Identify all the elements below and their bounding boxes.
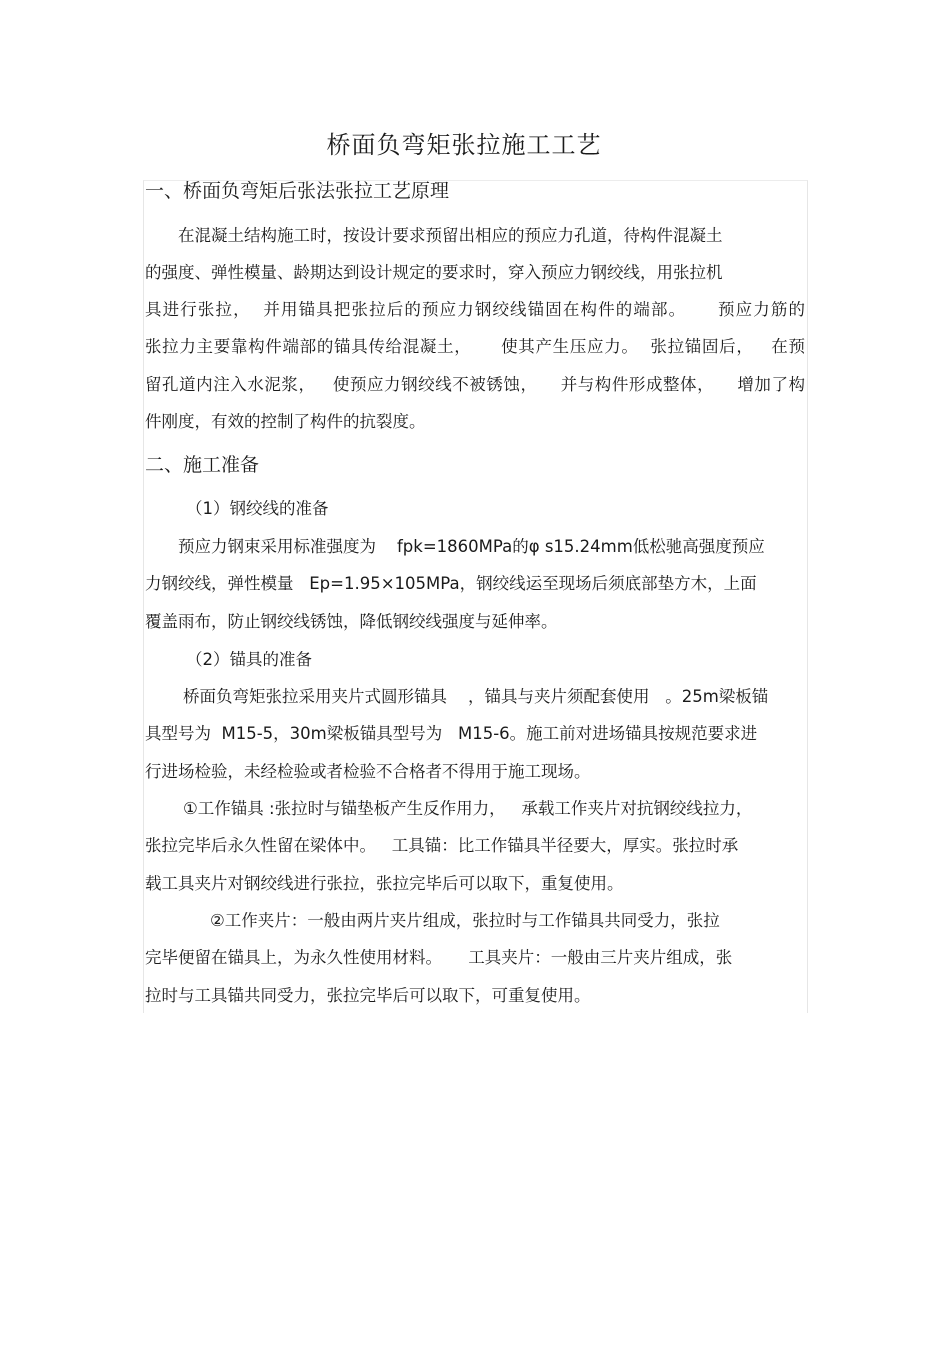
paragraph-line: 张拉完毕后永久性留在梁体中。 工具锚：比工作锚具半径要大，厚实。张拉时承 (145, 836, 739, 855)
paragraph-line: 载工具夹片对钢绞线进行张拉，张拉完毕后可以取下，重复使用。 (145, 874, 624, 893)
paragraph-line: 张拉力主要靠构件端部的锚具传给混凝土， 使其产生压应力。 张拉锚固后， 在预 (145, 337, 805, 356)
document-title: 桥面负弯矩张拉施工工艺 (326, 131, 602, 159)
paragraph-line: 的强度、弹性模量、龄期达到设计规定的要求时，穿入预应力钢绞线，用张拉机 (145, 263, 723, 282)
paragraph-line: 拉时与工具锚共同受力，张拉完毕后可以取下，可重复使用。 (145, 986, 591, 1005)
subsection-heading-1: （1）钢绞线的准备 (186, 499, 329, 518)
paragraph-line: 桥面负弯矩张拉采用夹片式圆形锚具 ，锚具与夹片须配套使用 。25m梁板锚 (183, 687, 769, 706)
paragraph-line: 行进场检验，未经检验或者检验不合格者不得用于施工现场。 (145, 762, 591, 781)
paragraph-line: 留孔道内注入水泥浆， 使预应力钢绞线不被锈蚀， 并与构件形成整体， 增加了构 (145, 375, 805, 394)
paragraph-line: 预应力钢束采用标准强度为 fpk=1860MPa的φ s15.24mm低松驰高强度预应 (178, 537, 765, 556)
section-heading-1: 一、桥面负弯矩后张法张拉工艺原理 (145, 180, 450, 202)
paragraph-line: 完毕便留在锚具上，为永久性使用材料。 工具夹片：一般由三片夹片组成，张 (145, 948, 733, 967)
paragraph-line: ②工作夹片：一般由两片夹片组成，张拉时与工作锚具共同受力，张拉 (210, 911, 720, 930)
section-heading-2: 二、施工准备 (145, 454, 260, 476)
subsection-heading-2: （2）锚具的准备 (186, 650, 312, 669)
paragraph-line: 在混凝土结构施工时，按设计要求预留出相应的预应力孔道，待构件混凝土 (178, 226, 723, 245)
paragraph-line: 覆盖雨布，防止钢绞线锈蚀，降低钢绞线强度与延伸率。 (145, 612, 558, 631)
paragraph-line: 件刚度，有效的控制了构件的抗裂度。 (145, 412, 426, 431)
paragraph-line: 具进行张拉， 并用锚具把张拉后的预应力钢绞线锚固在构件的端部。 预应力筋的 (145, 300, 805, 319)
paragraph-line: ①工作锚具 :张拉时与锚垫板产生反作用力， 承载工作夹片对抗钢绞线拉力， (183, 799, 753, 818)
paragraph-line: 力钢绞线，弹性模量 Ep=1.95×105MPa，钢绞线运至现场后须底部垫方木，上面 (145, 574, 757, 593)
paragraph-line: 具型号为 M15-5，30m梁板锚具型号为 M15-6。施工前对进场锚具按规范要求进 (145, 724, 758, 743)
